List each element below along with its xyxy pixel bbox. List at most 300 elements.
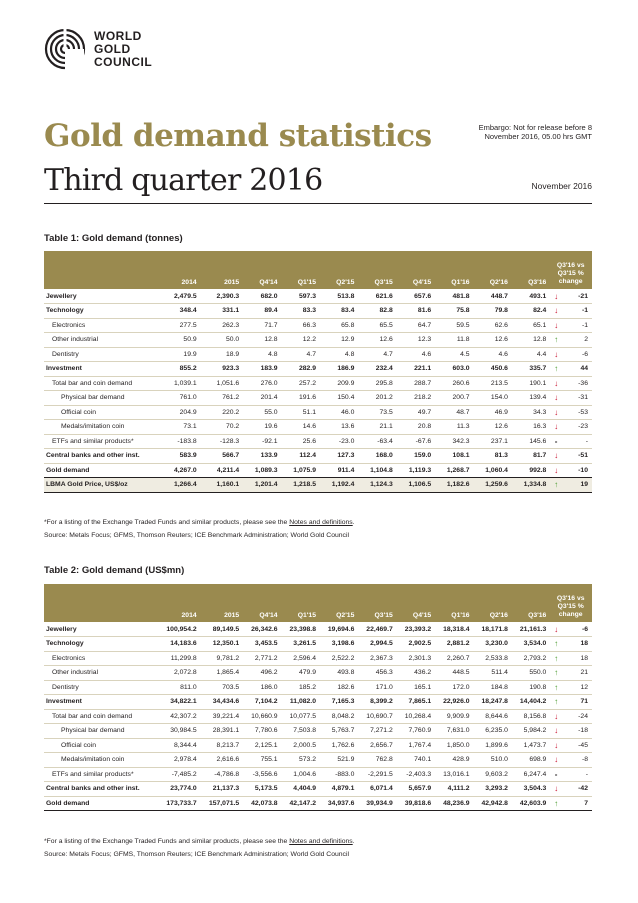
change-value: -10 xyxy=(563,463,592,478)
value-cell: 1,051.6 xyxy=(200,376,243,391)
value-cell: 276.0 xyxy=(242,376,280,391)
change-column-header: Q3'16 vs Q3'15 % change xyxy=(549,584,592,622)
value-cell: 481.8 xyxy=(434,289,472,304)
table-row xyxy=(44,637,592,652)
value-cell: 89.4 xyxy=(242,304,280,319)
row-label: Technology xyxy=(44,304,154,319)
value-cell: 18,171.8 xyxy=(473,622,511,637)
value-cell: 550.0 xyxy=(511,666,549,681)
value-cell: 64.7 xyxy=(396,318,434,333)
table-row xyxy=(44,651,592,666)
value-cell: 521.9 xyxy=(319,753,357,768)
value-cell: 218.2 xyxy=(396,391,434,406)
value-cell: 8,644.6 xyxy=(473,709,511,724)
value-cell: 82.4 xyxy=(511,304,549,319)
value-cell: 221.1 xyxy=(396,362,434,377)
row-label: Dentistry xyxy=(44,347,154,362)
column-header: Q1'15 xyxy=(281,584,319,622)
value-cell: 583.9 xyxy=(154,449,200,464)
value-cell: 1,039.1 xyxy=(154,376,200,391)
value-cell: 42,307.2 xyxy=(154,709,200,724)
value-cell: 59.5 xyxy=(434,318,472,333)
value-cell: 127.3 xyxy=(319,449,357,464)
value-cell: 50.0 xyxy=(200,333,243,348)
value-cell: 992.8 xyxy=(511,463,549,478)
value-cell: 190.8 xyxy=(511,680,549,695)
change-value: -51 xyxy=(563,449,592,464)
notes-and-definitions-link[interactable]: Notes and definitions xyxy=(289,519,353,526)
value-cell: 1,182.6 xyxy=(434,478,472,493)
value-cell: 183.9 xyxy=(242,362,280,377)
value-cell: 42,147.2 xyxy=(281,796,319,811)
value-cell: 6,235.0 xyxy=(473,724,511,739)
value-cell: -3,556.6 xyxy=(242,767,280,782)
arrow-up-icon: ↑ xyxy=(549,637,562,652)
value-cell: 81.3 xyxy=(473,449,511,464)
value-cell: -92.1 xyxy=(242,434,280,449)
value-cell: 12.3 xyxy=(396,333,434,348)
value-cell: 1,762.6 xyxy=(319,738,357,753)
value-cell: 11,082.0 xyxy=(281,695,319,710)
change-value: -8 xyxy=(563,753,592,768)
value-cell: 698.9 xyxy=(511,753,549,768)
arrow-down-icon: ↓ xyxy=(549,782,562,797)
value-cell: 8,399.2 xyxy=(357,695,395,710)
value-cell: 7,780.6 xyxy=(242,724,280,739)
column-header: Q4'15 xyxy=(396,251,434,289)
table-row xyxy=(44,304,592,319)
table-row xyxy=(44,695,592,710)
value-cell: 295.8 xyxy=(357,376,395,391)
value-cell: 277.5 xyxy=(154,318,200,333)
value-cell: 209.9 xyxy=(319,376,357,391)
value-cell: 1,218.5 xyxy=(281,478,319,493)
arrow-down-icon: ↓ xyxy=(549,449,562,464)
value-cell: 3,198.6 xyxy=(319,637,357,652)
value-cell: 2,125.1 xyxy=(242,738,280,753)
value-cell: 237.1 xyxy=(473,434,511,449)
table-row xyxy=(44,782,592,797)
value-cell: 82.8 xyxy=(357,304,395,319)
value-cell: 7,760.9 xyxy=(396,724,434,739)
value-cell: 7,503.8 xyxy=(281,724,319,739)
table-row xyxy=(44,434,592,449)
value-cell: 2,771.2 xyxy=(242,651,280,666)
value-cell: 740.1 xyxy=(396,753,434,768)
value-cell: 10,690.7 xyxy=(357,709,395,724)
value-cell: 7,104.2 xyxy=(242,695,280,710)
arrow-up-icon: ↑ xyxy=(549,478,562,493)
value-cell: 2,656.7 xyxy=(357,738,395,753)
value-cell: 257.2 xyxy=(281,376,319,391)
logo-wordmark xyxy=(94,30,152,69)
value-cell: 911.4 xyxy=(319,463,357,478)
value-cell: 10,077.5 xyxy=(281,709,319,724)
value-cell: 566.7 xyxy=(200,449,243,464)
column-header: Q1'15 xyxy=(281,251,319,289)
value-cell: -183.8 xyxy=(154,434,200,449)
value-cell: 479.9 xyxy=(281,666,319,681)
value-cell: -2,403.3 xyxy=(396,767,434,782)
value-cell: 2,596.4 xyxy=(281,651,319,666)
value-cell: 4.7 xyxy=(281,347,319,362)
change-value: 12 xyxy=(563,680,592,695)
value-cell: 168.0 xyxy=(357,449,395,464)
value-cell: 204.9 xyxy=(154,405,200,420)
value-cell: 21,161.3 xyxy=(511,622,549,637)
column-header: 2015 xyxy=(200,584,243,622)
change-value: -45 xyxy=(563,738,592,753)
value-cell: 2,479.5 xyxy=(154,289,200,304)
value-cell: -4,786.8 xyxy=(200,767,243,782)
value-cell: 150.4 xyxy=(319,391,357,406)
value-cell: 4.8 xyxy=(319,347,357,362)
value-cell: 2,260.7 xyxy=(434,651,472,666)
column-header: Q4'15 xyxy=(396,584,434,622)
change-value: -6 xyxy=(563,622,592,637)
change-value: -36 xyxy=(563,376,592,391)
value-cell: 335.7 xyxy=(511,362,549,377)
value-cell: 65.1 xyxy=(511,318,549,333)
value-cell: 173,733.7 xyxy=(154,796,200,811)
value-cell: 186.0 xyxy=(242,680,280,695)
change-value: -18 xyxy=(563,724,592,739)
table-1-title: Table 1: Gold demand (tonnes) xyxy=(44,233,183,244)
value-cell: 1,119.3 xyxy=(396,463,434,478)
value-cell: 603.0 xyxy=(434,362,472,377)
column-header: Q3'16 xyxy=(511,584,549,622)
value-cell: 12.6 xyxy=(473,420,511,435)
arrow-down-icon: ↓ xyxy=(549,405,562,420)
value-cell: 46.0 xyxy=(319,405,357,420)
value-cell: 21.1 xyxy=(357,420,395,435)
column-header: 2014 xyxy=(154,251,200,289)
arrow-up-icon: ↑ xyxy=(549,651,562,666)
value-cell: 62.6 xyxy=(473,318,511,333)
value-cell: 34,822.1 xyxy=(154,695,200,710)
table-row xyxy=(44,376,592,391)
table-row xyxy=(44,753,592,768)
value-cell: 14,183.6 xyxy=(154,637,200,652)
column-header: 2014 xyxy=(154,584,200,622)
row-label: Official coin xyxy=(44,738,154,753)
arrow-down-icon: ↓ xyxy=(549,420,562,435)
value-cell: 19.6 xyxy=(242,420,280,435)
value-cell: 448.7 xyxy=(473,289,511,304)
change-value: 18 xyxy=(563,637,592,652)
footnote-text: *For a listing of the Exchange Traded Funds and similar products, please see the xyxy=(44,838,290,845)
value-cell: 39,221.4 xyxy=(200,709,243,724)
value-cell: 7,165.3 xyxy=(319,695,357,710)
value-cell: 34,937.6 xyxy=(319,796,357,811)
change-value: -6 xyxy=(563,347,592,362)
value-cell: 39,934.9 xyxy=(357,796,395,811)
row-label: Medals/imitation coin xyxy=(44,420,154,435)
arrow-down-icon: ↓ xyxy=(549,304,562,319)
change-value: 18 xyxy=(563,651,592,666)
value-cell: 2,301.3 xyxy=(396,651,434,666)
value-cell: -7,485.2 xyxy=(154,767,200,782)
value-cell: 12.2 xyxy=(281,333,319,348)
change-value: -42 xyxy=(563,782,592,797)
arrow-down-icon: ↓ xyxy=(549,376,562,391)
value-cell: 12.6 xyxy=(357,333,395,348)
value-cell: 2,533.8 xyxy=(473,651,511,666)
value-cell: 682.0 xyxy=(242,289,280,304)
value-cell: 185.2 xyxy=(281,680,319,695)
value-cell: 1,106.5 xyxy=(396,478,434,493)
value-cell: 11.3 xyxy=(434,420,472,435)
column-header: Q3'15 xyxy=(357,251,395,289)
value-cell: 855.2 xyxy=(154,362,200,377)
arrow-down-icon: ↓ xyxy=(549,318,562,333)
value-cell: 1,767.4 xyxy=(396,738,434,753)
arrow-down-icon: ↓ xyxy=(549,738,562,753)
footnote-end: . xyxy=(352,838,355,845)
row-label: Technology xyxy=(44,637,154,652)
value-cell: -883.0 xyxy=(319,767,357,782)
value-cell: 450.6 xyxy=(473,362,511,377)
value-cell: 428.9 xyxy=(434,753,472,768)
arrow-down-icon: ↓ xyxy=(549,347,562,362)
row-label: Total bar and coin demand xyxy=(44,376,154,391)
publication-date: November 2016 xyxy=(531,181,592,191)
table-1-source: Source: Metals Focus; GFMS, Thomson Reuters; ICE Benchmark Administration; World Gold Council xyxy=(44,532,349,539)
value-cell: 1,192.4 xyxy=(319,478,357,493)
value-cell: 573.2 xyxy=(281,753,319,768)
value-cell: 597.3 xyxy=(281,289,319,304)
value-cell: 201.4 xyxy=(242,391,280,406)
value-cell: 510.0 xyxy=(473,753,511,768)
value-cell: 11,299.8 xyxy=(154,651,200,666)
value-cell: 66.3 xyxy=(281,318,319,333)
row-label: Jewellery xyxy=(44,289,154,304)
value-cell: 18,318.4 xyxy=(434,622,472,637)
value-cell: 186.9 xyxy=(319,362,357,377)
column-header: Q2'16 xyxy=(473,251,511,289)
value-cell: 4.6 xyxy=(473,347,511,362)
arrow-down-icon: ↓ xyxy=(549,753,562,768)
arrow-up-icon: ↑ xyxy=(549,680,562,695)
value-cell: 133.9 xyxy=(242,449,280,464)
value-cell: 83.4 xyxy=(319,304,357,319)
value-cell: 5,984.2 xyxy=(511,724,549,739)
value-cell: 493.1 xyxy=(511,289,549,304)
value-cell: 436.2 xyxy=(396,666,434,681)
table-row xyxy=(44,391,592,406)
value-cell: 19.9 xyxy=(154,347,200,362)
arrow-up-icon: ↑ xyxy=(549,362,562,377)
value-cell: 12.8 xyxy=(511,333,549,348)
value-cell: 70.2 xyxy=(200,420,243,435)
table-row xyxy=(44,796,592,811)
row-label: Official coin xyxy=(44,405,154,420)
value-cell: 2,390.3 xyxy=(200,289,243,304)
change-value: -1 xyxy=(563,318,592,333)
value-cell: 73.5 xyxy=(357,405,395,420)
value-cell: 1,259.6 xyxy=(473,478,511,493)
value-cell: 34.3 xyxy=(511,405,549,420)
value-cell: 1,334.8 xyxy=(511,478,549,493)
change-value: - xyxy=(563,434,592,449)
value-cell: 7,865.1 xyxy=(396,695,434,710)
value-cell: 9,603.2 xyxy=(473,767,511,782)
notes-and-definitions-link[interactable]: Notes and definitions xyxy=(289,838,353,845)
value-cell: 1,060.4 xyxy=(473,463,511,478)
value-cell: 3,504.3 xyxy=(511,782,549,797)
column-header: Q2'15 xyxy=(319,251,357,289)
change-column-header: Q3'16 vs Q3'15 % change xyxy=(549,251,592,289)
arrow-down-icon: ↓ xyxy=(549,289,562,304)
change-value: -1 xyxy=(563,304,592,319)
value-cell: 513.8 xyxy=(319,289,357,304)
value-cell: 260.6 xyxy=(434,376,472,391)
value-cell: 46.9 xyxy=(473,405,511,420)
value-cell: 6,071.4 xyxy=(357,782,395,797)
value-cell: 81.7 xyxy=(511,449,549,464)
change-value: 7 xyxy=(563,796,592,811)
value-cell: 5,173.5 xyxy=(242,782,280,797)
header-divider xyxy=(44,203,592,204)
value-cell: 7,271.2 xyxy=(357,724,395,739)
value-cell: 171.0 xyxy=(357,680,395,695)
value-cell: 65.5 xyxy=(357,318,395,333)
value-cell: 331.1 xyxy=(200,304,243,319)
value-cell: 703.5 xyxy=(200,680,243,695)
arrow-up-icon: ↑ xyxy=(549,796,562,811)
value-cell: 20.8 xyxy=(396,420,434,435)
value-cell: 12,350.1 xyxy=(200,637,243,652)
value-cell: 81.6 xyxy=(396,304,434,319)
table-row xyxy=(44,478,592,493)
value-cell: 14,404.2 xyxy=(511,695,549,710)
table-row xyxy=(44,318,592,333)
value-cell: 4.4 xyxy=(511,347,549,362)
arrow-down-icon: ↓ xyxy=(549,463,562,478)
arrow-down-icon: ↓ xyxy=(549,709,562,724)
value-cell: 761.0 xyxy=(154,391,200,406)
value-cell: 4.8 xyxy=(242,347,280,362)
table-row xyxy=(44,463,592,478)
value-cell: -128.3 xyxy=(200,434,243,449)
table-row xyxy=(44,738,592,753)
row-label: Total bar and coin demand xyxy=(44,709,154,724)
value-cell: 108.1 xyxy=(434,449,472,464)
value-cell: 3,293.2 xyxy=(473,782,511,797)
value-cell: 22,469.7 xyxy=(357,622,395,637)
table-row xyxy=(44,420,592,435)
value-cell: 16.3 xyxy=(511,420,549,435)
value-cell: 1,266.4 xyxy=(154,478,200,493)
header-blank xyxy=(44,251,154,289)
value-cell: 11.8 xyxy=(434,333,472,348)
value-cell: 13,016.1 xyxy=(434,767,472,782)
value-cell: 1,124.3 xyxy=(357,478,395,493)
value-cell: 8,048.2 xyxy=(319,709,357,724)
value-cell: 18,247.8 xyxy=(473,695,511,710)
world-gold-council-logo xyxy=(44,28,152,70)
value-cell: 762.8 xyxy=(357,753,395,768)
row-label: Physical bar demand xyxy=(44,724,154,739)
logo-line-2: GOLD xyxy=(94,41,131,56)
row-label: LBMA Gold Price, US$/oz xyxy=(44,478,154,493)
table-row xyxy=(44,709,592,724)
value-cell: 42,073.8 xyxy=(242,796,280,811)
value-cell: 755.1 xyxy=(242,753,280,768)
value-cell: 48,236.9 xyxy=(434,796,472,811)
value-cell: 19,694.6 xyxy=(319,622,357,637)
value-cell: 232.4 xyxy=(357,362,395,377)
row-label: Central banks and other inst. xyxy=(44,782,154,797)
value-cell: 7,631.0 xyxy=(434,724,472,739)
arrow-down-icon: ↓ xyxy=(549,622,562,637)
logo-line-1: WORLD xyxy=(94,28,142,43)
value-cell: 23,774.0 xyxy=(154,782,200,797)
row-label: Investment xyxy=(44,362,154,377)
value-cell: 8,213.7 xyxy=(200,738,243,753)
value-cell: -63.4 xyxy=(357,434,395,449)
value-cell: 5,763.7 xyxy=(319,724,357,739)
value-cell: 165.1 xyxy=(396,680,434,695)
table-row xyxy=(44,362,592,377)
value-cell: 10,660.9 xyxy=(242,709,280,724)
value-cell: 3,230.0 xyxy=(473,637,511,652)
row-label: Dentistry xyxy=(44,680,154,695)
change-value: -53 xyxy=(563,405,592,420)
change-value: -24 xyxy=(563,709,592,724)
value-cell: 1,160.1 xyxy=(200,478,243,493)
value-cell: 262.3 xyxy=(200,318,243,333)
arrow-down-icon: ↓ xyxy=(549,391,562,406)
value-cell: 159.0 xyxy=(396,449,434,464)
value-cell: 2,522.2 xyxy=(319,651,357,666)
table-2-footnote xyxy=(44,838,355,845)
value-cell: 496.2 xyxy=(242,666,280,681)
page-subtitle: Third quarter 2016 xyxy=(44,163,323,198)
value-cell: 14.6 xyxy=(281,420,319,435)
column-header: 2015 xyxy=(200,251,243,289)
value-cell: 2,978.4 xyxy=(154,753,200,768)
change-value: 19 xyxy=(563,478,592,493)
column-header: Q3'15 xyxy=(357,584,395,622)
value-cell: 1,899.6 xyxy=(473,738,511,753)
value-cell: 811.0 xyxy=(154,680,200,695)
dash-icon: - xyxy=(549,434,562,449)
value-cell: 2,000.5 xyxy=(281,738,319,753)
value-cell: 12.6 xyxy=(473,333,511,348)
table-row xyxy=(44,724,592,739)
value-cell: 4,111.2 xyxy=(434,782,472,797)
dash-icon: - xyxy=(549,767,562,782)
change-value: 44 xyxy=(563,362,592,377)
value-cell: 112.4 xyxy=(281,449,319,464)
value-cell: 2,793.2 xyxy=(511,651,549,666)
value-cell: 220.2 xyxy=(200,405,243,420)
value-cell: 28,391.1 xyxy=(200,724,243,739)
column-header: Q2'15 xyxy=(319,584,357,622)
value-cell: 10,268.4 xyxy=(396,709,434,724)
value-cell: 1,075.9 xyxy=(281,463,319,478)
value-cell: 342.3 xyxy=(434,434,472,449)
value-cell: 191.6 xyxy=(281,391,319,406)
change-value: - xyxy=(563,767,592,782)
change-value: 21 xyxy=(563,666,592,681)
value-cell: 51.1 xyxy=(281,405,319,420)
change-value: -23 xyxy=(563,420,592,435)
value-cell: 1,104.8 xyxy=(357,463,395,478)
value-cell: 139.4 xyxy=(511,391,549,406)
value-cell: 30,984.5 xyxy=(154,724,200,739)
